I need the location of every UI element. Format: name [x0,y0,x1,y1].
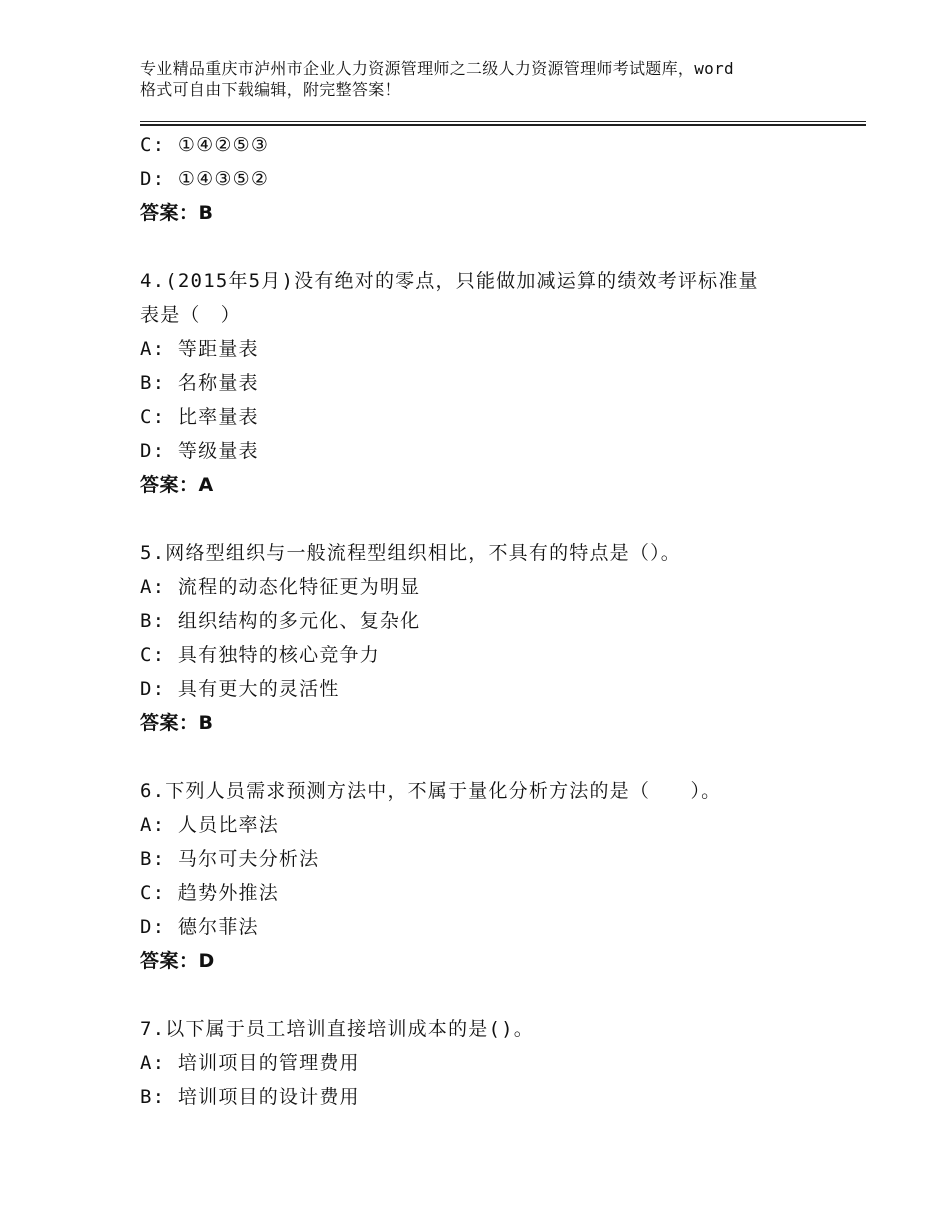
option-c: C: ①④②⑤③ [140,134,270,156]
option-b: B: 培训项目的设计费用 [140,1086,360,1108]
question-stem: 6.下列人员需求预测方法中，不属于量化分析方法的是（ ）。 [140,780,722,802]
option-c: C: 趋势外推法 [140,882,279,904]
header-line-1: 专业精品重庆市泸州市企业人力资源管理师之二级人力资源管理师考试题库，word [140,59,734,78]
question-7 [140,1012,866,1114]
option-a: A: 人员比率法 [140,814,279,836]
question-stem: 表是（ ） [140,304,242,326]
question-5 [140,536,866,740]
question-6 [140,774,866,978]
header-divider [140,121,866,126]
question-stem: 5.网络型组织与一般流程型组织相比，不具有的特点是（）。 [140,542,681,564]
option-d: D: 德尔菲法 [140,916,259,938]
answer-line: 答案：A [140,474,214,496]
spacer [140,502,866,536]
answer-line: 答案：B [140,712,214,734]
option-d: D: 具有更大的灵活性 [140,678,340,700]
header-line-2: 格式可自由下载编辑，附完整答案！ [140,80,401,99]
document-header [140,58,840,100]
option-d: D: ①④③⑤② [140,168,270,190]
question-list [140,128,866,1114]
option-c: C: 比率量表 [140,406,259,428]
answer-line: 答案：D [140,950,215,972]
option-b: B: 名称量表 [140,372,259,394]
option-a: A: 等距量表 [140,338,259,360]
question-stem: 7.以下属于员工培训直接培训成本的是()。 [140,1018,534,1040]
option-b: B: 组织结构的多元化、复杂化 [140,610,421,632]
answer-line: 答案：B [140,202,214,224]
question-stem: 4.(2015年5月)没有绝对的零点，只能做加减运算的绩效考评标准量 [140,270,759,292]
option-a: A: 流程的动态化特征更为明显 [140,576,421,598]
option-b: B: 马尔可夫分析法 [140,848,320,870]
question-4 [140,264,866,502]
option-d: D: 等级量表 [140,440,259,462]
spacer [140,740,866,774]
question-3-continued [140,128,866,230]
spacer [140,230,866,264]
spacer [140,978,866,1012]
option-c: C: 具有独特的核心竞争力 [140,644,380,666]
option-a: A: 培训项目的管理费用 [140,1052,360,1074]
